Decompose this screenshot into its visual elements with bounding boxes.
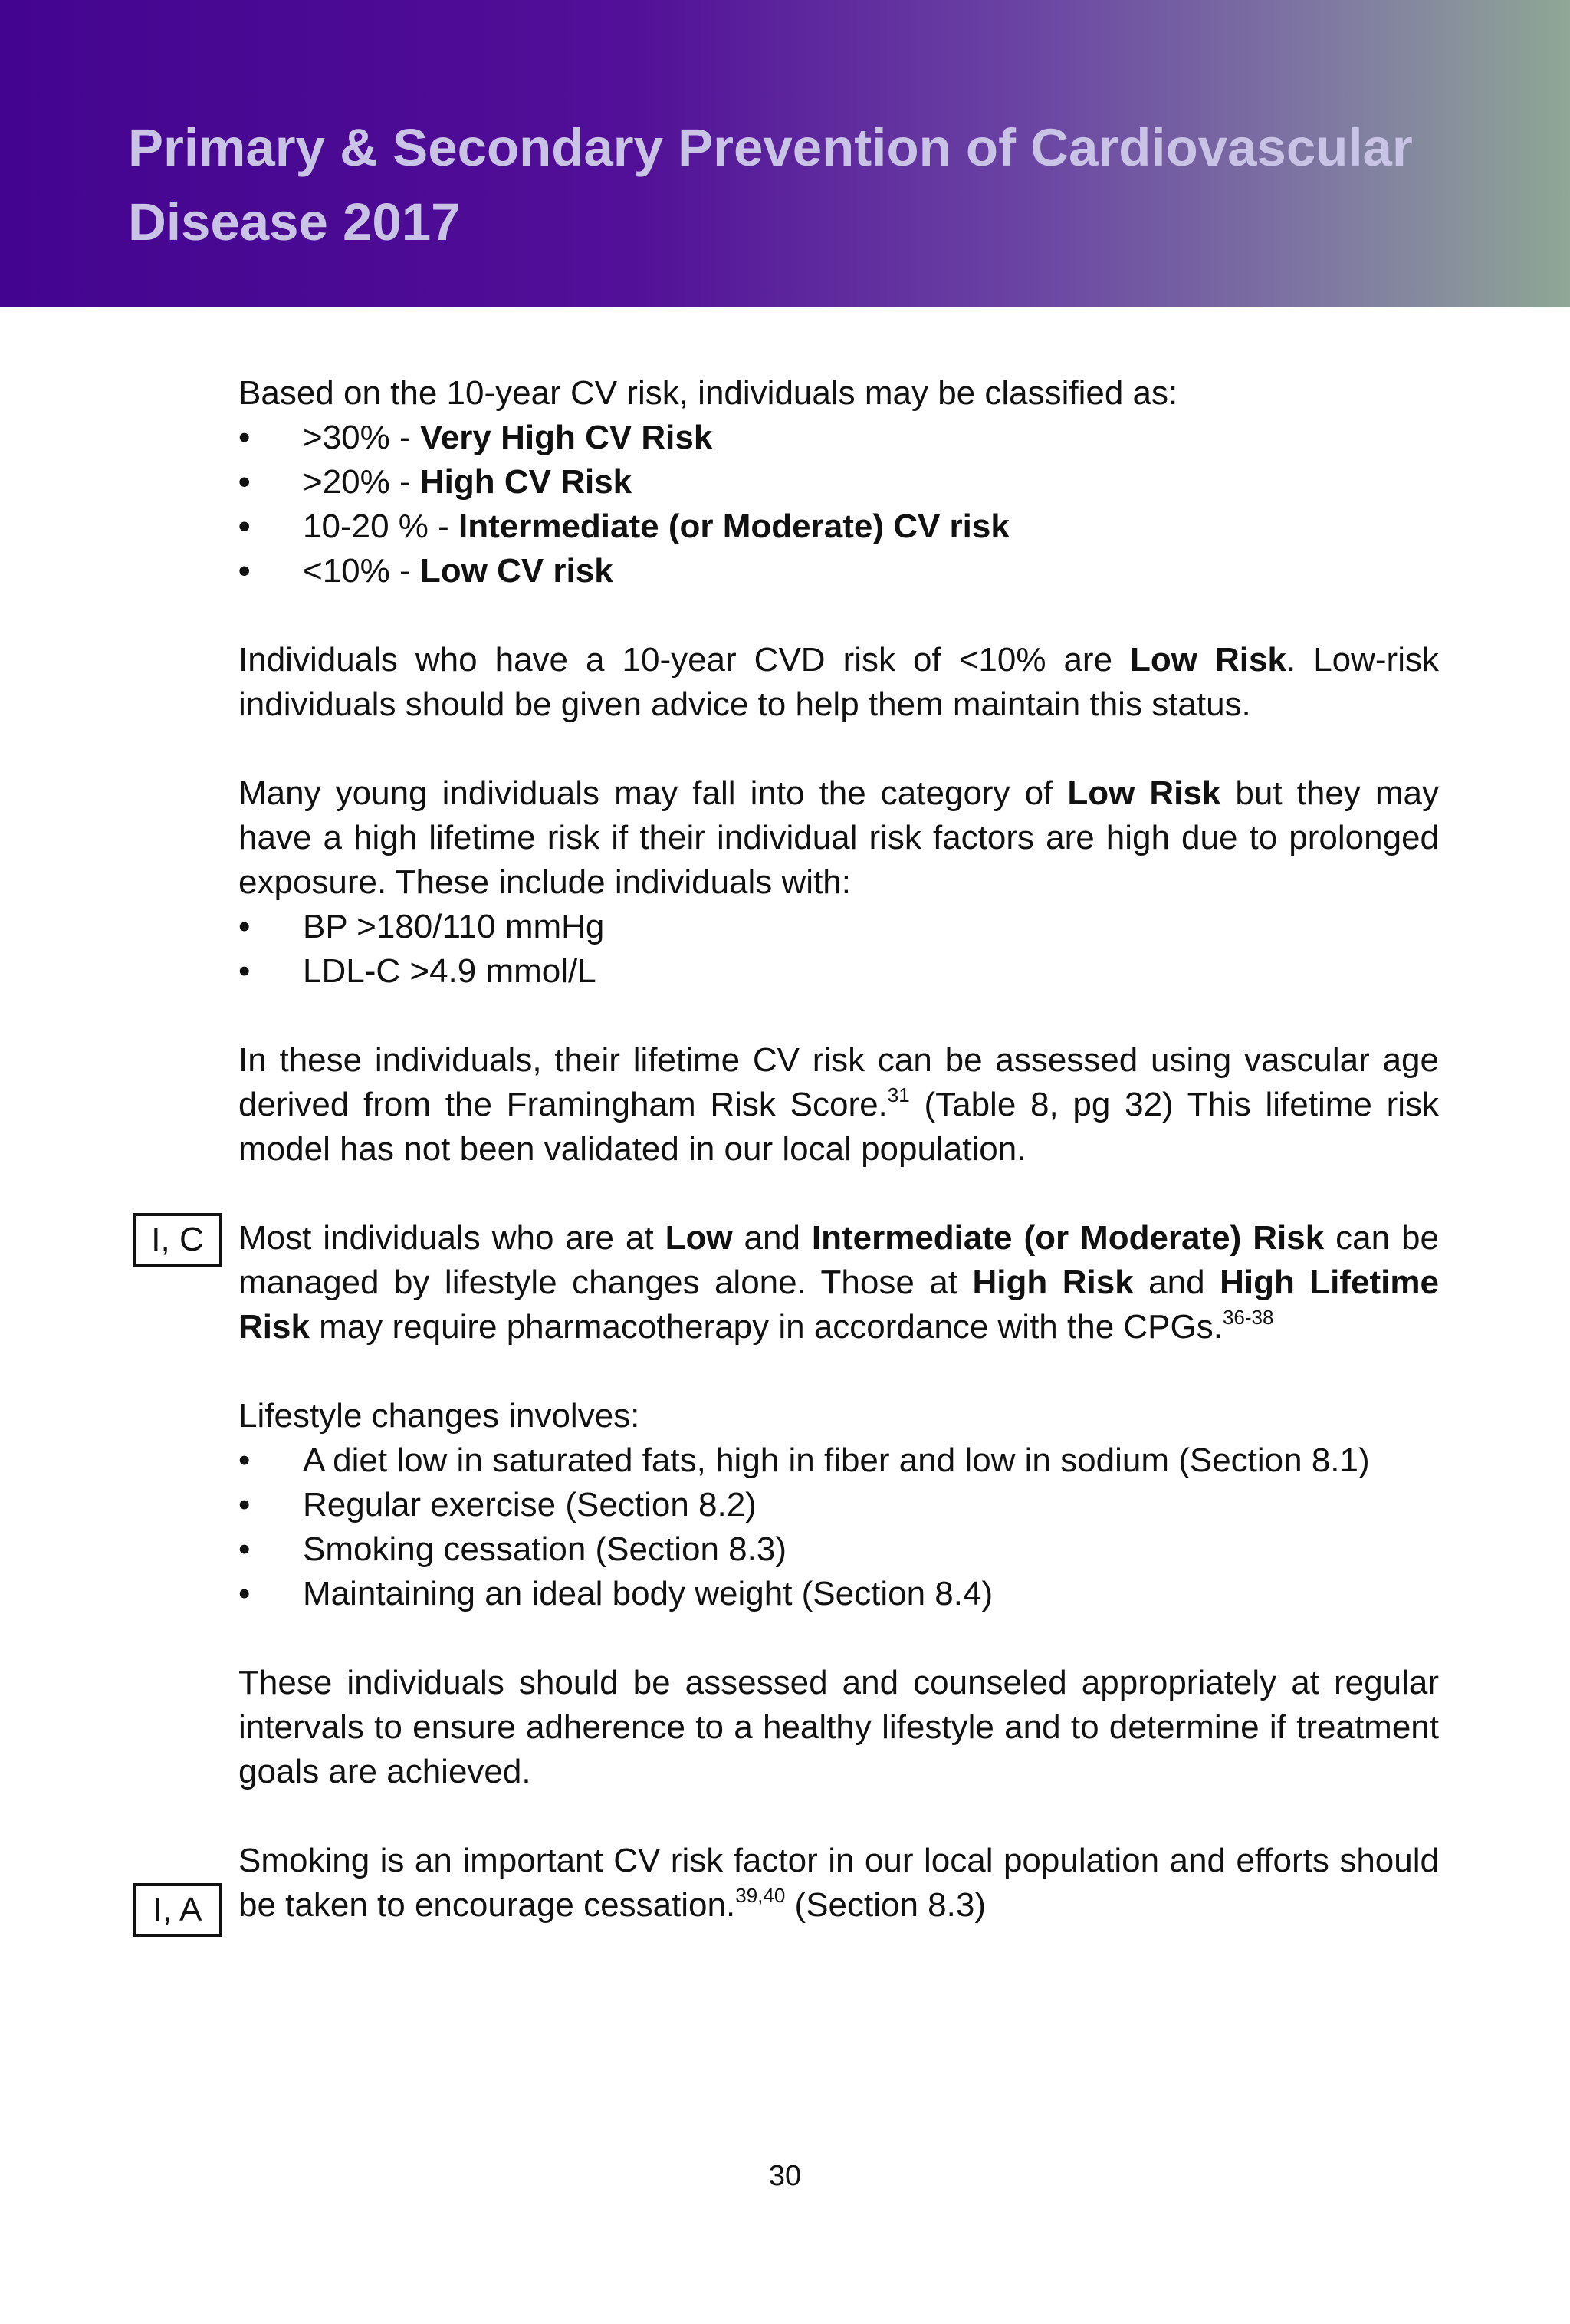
bullet-icon: • (238, 908, 251, 945)
risk-classification-list (238, 416, 1439, 593)
list-item: • Maintaining an ideal body weight (Section 8.4) (238, 1572, 1439, 1616)
list-item: • LDL-C >4.9 mmol/L (238, 949, 1439, 994)
list-item: • A diet low in saturated fats, high in fiber and low in sodium (Section 8.1) (238, 1438, 1439, 1483)
list-item: • BP >180/110 mmHg (238, 905, 1439, 949)
citation: 39,40 (735, 1884, 786, 1907)
page-title (128, 110, 1508, 259)
classification-intro: Based on the 10-year CV risk, individuals may be classified as: (238, 374, 1178, 412)
young-individuals-paragraph: Many young individuals may fall into the category of Low Risk but they may have a high lifetime risk if their individual risk factors are high due to prolonged exposure. These include individuals with: (238, 774, 1439, 901)
bullet-icon: • (238, 1575, 251, 1612)
lifestyle-intro: Lifestyle changes involves: (238, 1397, 640, 1435)
assessment-paragraph: These individuals should be assessed and counseled appropriately at regular intervals to ensure adherence to a healthy lifestyle and to determine if treatment goals are achieved. (238, 1664, 1439, 1790)
header-banner (0, 0, 1570, 307)
list-item: • 10-20 % - Intermediate (or Moderate) CV risk (238, 505, 1439, 549)
recommendation-grade-ia: I, A (133, 1883, 222, 1937)
bullet-icon: • (238, 463, 251, 501)
risk-factor-list (238, 905, 1439, 994)
bullet-icon: • (238, 508, 251, 545)
list-item: • >30% - Very High CV Risk (238, 416, 1439, 460)
bullet-icon: • (238, 419, 251, 456)
list-item: • <10% - Low CV risk (238, 549, 1439, 593)
lifetime-risk-paragraph: In these individuals, their lifetime CV risk can be assessed using vascular age derived from the Framingham Risk Score.$^{31}$ (Table 8, pg 32) This lifetime risk model has not been validated in our local population. (238, 1041, 1439, 1168)
page-number: 30 (768, 2160, 802, 2192)
bullet-icon: • (238, 952, 251, 990)
title-line-2: Disease 2017 (128, 192, 461, 251)
list-item: • Smoking cessation (Section 8.3) (238, 1527, 1439, 1572)
main-content (238, 371, 1439, 1972)
bullet-icon: • (238, 1486, 251, 1524)
low-risk-paragraph: Individuals who have a 10-year CVD risk of <10% are Low Risk. Low-risk individuals should be given advice to help them maintain this status. (238, 641, 1439, 723)
citation: 31 (887, 1083, 910, 1106)
bullet-icon: • (238, 552, 251, 590)
management-paragraph: Most individuals who are at Low and Intermediate (or Moderate) Risk can be managed by lifestyle changes alone. Those at High Risk and High Lifetime Risk may require pharmacotherapy in accordance with the CPGs.$^{36-38}$ (238, 1219, 1439, 1346)
bullet-icon: • (238, 1441, 251, 1479)
smoking-paragraph: Smoking is an important CV risk factor in our local population and efforts should be taken to encourage cessation.$^{39,40}$ (Section 8.3) (238, 1842, 1439, 1924)
lifestyle-list (238, 1438, 1439, 1616)
list-item: • Regular exercise (Section 8.2) (238, 1483, 1439, 1527)
citation: 36-38 (1222, 1306, 1274, 1329)
list-item: • >20% - High CV Risk (238, 460, 1439, 505)
title-line-1: Primary & Secondary Prevention of Cardiovascular (128, 118, 1413, 177)
bullet-icon: • (238, 1530, 251, 1568)
recommendation-grade-ic: I, C (133, 1213, 222, 1267)
